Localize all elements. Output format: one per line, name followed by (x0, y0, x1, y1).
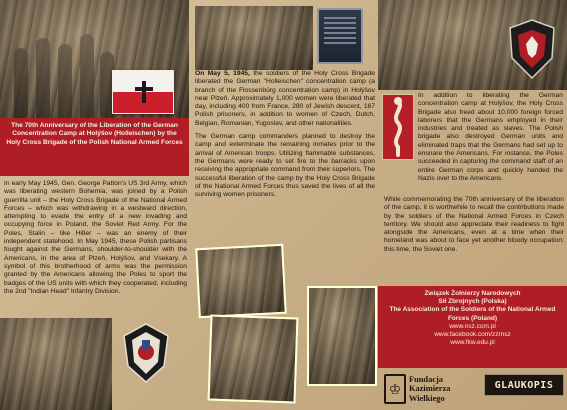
fund-name-2: Kazimierza (409, 384, 451, 394)
camp-photo (0, 318, 112, 410)
association-name-english: The Association of the Soldiers of the National Armed Forces (Poland) (389, 306, 556, 322)
association-name-polish-1: Związek Żołnierzy Narodowych (424, 290, 521, 297)
middle-body-text (195, 70, 375, 204)
memorial-plaque (317, 8, 363, 64)
fund-logo (384, 372, 480, 406)
association-box (378, 286, 567, 368)
soldiers-group-photo (195, 244, 287, 319)
association-name-polish-2: Sił Zbrojnych (Polska) (438, 298, 507, 306)
anniversary-title: The 70th Anniversary of the Liberation of the German Concentration Camp at Holýšov (Holleischen) by the Holy Cross Brigade of the Polish National Armed Forces (0, 118, 189, 176)
right-body-text-1: In addition to liberating the German concentration camp at Holýšov, the Holy Cross Brigade also freed about 10,000 foreign forced laborers that the Germans employed in their industries and treated as slaves. The Polish brigade also destroyed German units and eliminated traps that the Germans had set up to ensnare the Americans. For instance, the Poles succeeded in capturing the command staff of an entire German corps and quickly handed the Nazis over to the Americans. (418, 92, 563, 182)
salamander-icon (382, 94, 414, 160)
left-body-text: In early May 1945, Gen. George Patton's US 3rd Army, which was liberating western Bohemia, was joined by a Polish guerrilla unit – the Holy Cross Brigade of the National Armed Forces – which was withdrawing in a westward direction, attempting to evade the entry of a new invading and occupying force in Poland, the Soviet Red Army. For the Poles, Stalin – like Hitler – was an enemy of their independent statehood. In May 1945, these Polish partisans fought against the Germans, shoulder-to-shoulder with the Americans, in the area of Plzeň, Holýšov, and Vsekary. A symbol of this brotherhood of arms was the permission granted by the Americans allowing the Poles to sport the badges of the US units with which they cooperated, including the 2nd "Indian Head" Infantry Division. (4, 180, 187, 295)
right-column (378, 0, 567, 410)
right-body-text-2: While commemorating the 70th anniversary of the liberation of the camp, it is worthwhile to recall the contributions made by the soldiers of the National Armed Forces in Czech territory. We should also appreciate their readiness to fight alongside the Americans, even at a time when their homeland was about to face yet another bloody occupation: this time, the Soviet one. (384, 196, 564, 253)
glaukopis-logo: GLAUKOPIS (484, 374, 564, 396)
camp-commanders-paragraph: The German camp commanders planned to destroy the camp and exterminate the remaining inmates prior to the arrival of American troops. Utilizing flammable substances, the Germans were ready to set fire to the barracks upon receiving the appropriate command from their superiors. The successful liberation of the camp by the Holy Cross Brigade of the National Armed Forces thus saved the lives of all the surviving women prisoners. (195, 133, 375, 199)
url-nsz[interactable]: www.nsz.com.pl (449, 322, 496, 330)
eagle-badge-icon (506, 18, 558, 80)
soldier-portrait-photo (307, 286, 377, 386)
middle-column (189, 0, 378, 410)
url-facebook[interactable]: www.facebook.com/zzrnsz (434, 331, 511, 339)
url-fkw[interactable]: www.fkw.edu.pl (450, 339, 495, 347)
left-column (0, 0, 189, 410)
brigade-group-photo (195, 6, 313, 70)
prisoners-photo (208, 314, 299, 403)
indian-head-badge-icon (120, 322, 172, 384)
fund-name-1: Fundacja (409, 374, 443, 384)
nsz-flag-icon (112, 70, 174, 114)
liberation-paragraph: the soldiers of the Holy Cross Brigade liberated the German "Holleischen" concentration camp (a branch of the Flossenbürg concentration camp) in Holýšov near Plzeň. Approximately 1,000 women were liberated that day, including 400 from France, 280 of Jewish descent, 167 Polish prisoners, in addition to women of Czech, Dutch, Belgian, Romanian, Yugoslav, and other nationalities. (195, 70, 375, 127)
fund-logo-icon: ♔ (384, 374, 406, 404)
date-lead: On May 5, 1945, (195, 70, 250, 77)
fund-name-3: Wielkiego (409, 393, 445, 403)
